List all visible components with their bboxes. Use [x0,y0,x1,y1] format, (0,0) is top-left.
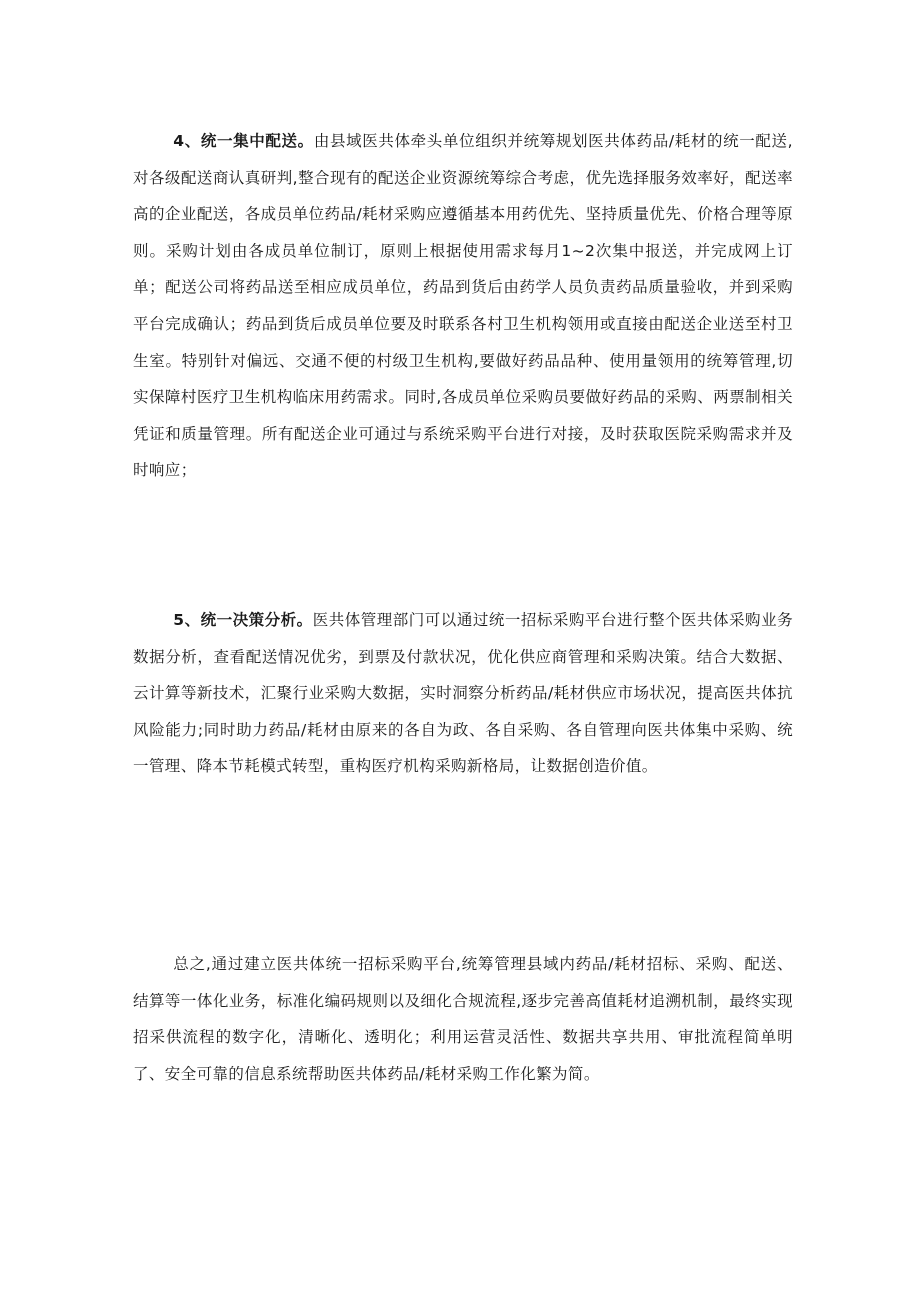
paragraph-body: 医共体管理部门可以通过统一招标采购平台进行整个医共体采购业务数据分析，查看配送情况优劣，到票及付款状况，优化供应商管理和采购决策。结合大数据、云计算等新技术，汇聚行业采购大数据，实时洞察分析药品/耗材供应市场状况，提高医共体抗风险能力;同时助力药品/耗材由原来的各自为政、各自采购、各自管理向医共体集中采购、统一管理、降本节耗模式转型，重构医疗机构采购新格局，让数据创造价值。 [133,611,793,776]
paragraph-body: 由县域医共体牵头单位组织并统筹规划医共体药品/耗材的统一配送,对各级配送商认真研判,整合现有的配送企业资源统筹综合考虑，优先选择服务效率好，配送率高的企业配送，各成员单位药品/耗材采购应遵循基本用药优先、坚持质量优先、价格合理等原则。采购计划由各成员单位制订，原则上根据使用需求每月1~2次集中报送，并完成网上订单；配送公司将药品送至相应成员单位，药品到货后由药学人员负责药品质量验收，并到采购平台完成确认；药品到货后成员单位要及时联系各村卫生机构领用或直接由配送企业送至村卫生室。特别针对偏远、交通不便的村级卫生机构,要做好药品品种、使用量领用的统筹管理,切实保障村医疗卫生机构临床用药需求。同时,各成员单位采购员要做好药品的采购、两票制相关凭证和质量管理。所有配送企业可通过与系统采购平台进行对接，及时获取医院采购需求并及时响应； [133,132,793,480]
paragraph-unified-decision-analysis [133,602,793,785]
paragraph-lead: 5、统一决策分析。 [173,611,313,629]
paragraph-unified-distribution [133,123,793,489]
paragraph-lead: 4、统一集中配送。 [173,132,314,150]
paragraph-summary [133,946,793,1092]
paragraph-body: 总之,通过建立医共体统一招标采购平台,统筹管理县域内药品/耗材招标、采购、配送、结算等一体化业务，标准化编码规则以及细化合规流程,逐步完善高值耗材追溯机制，最终实现招采供流程的数字化，清晰化、透明化；利用运营灵活性、数据共享共用、审批流程简单明了、安全可靠的信息系统帮助医共体药品/耗材采购工作化繁为简。 [133,955,793,1083]
